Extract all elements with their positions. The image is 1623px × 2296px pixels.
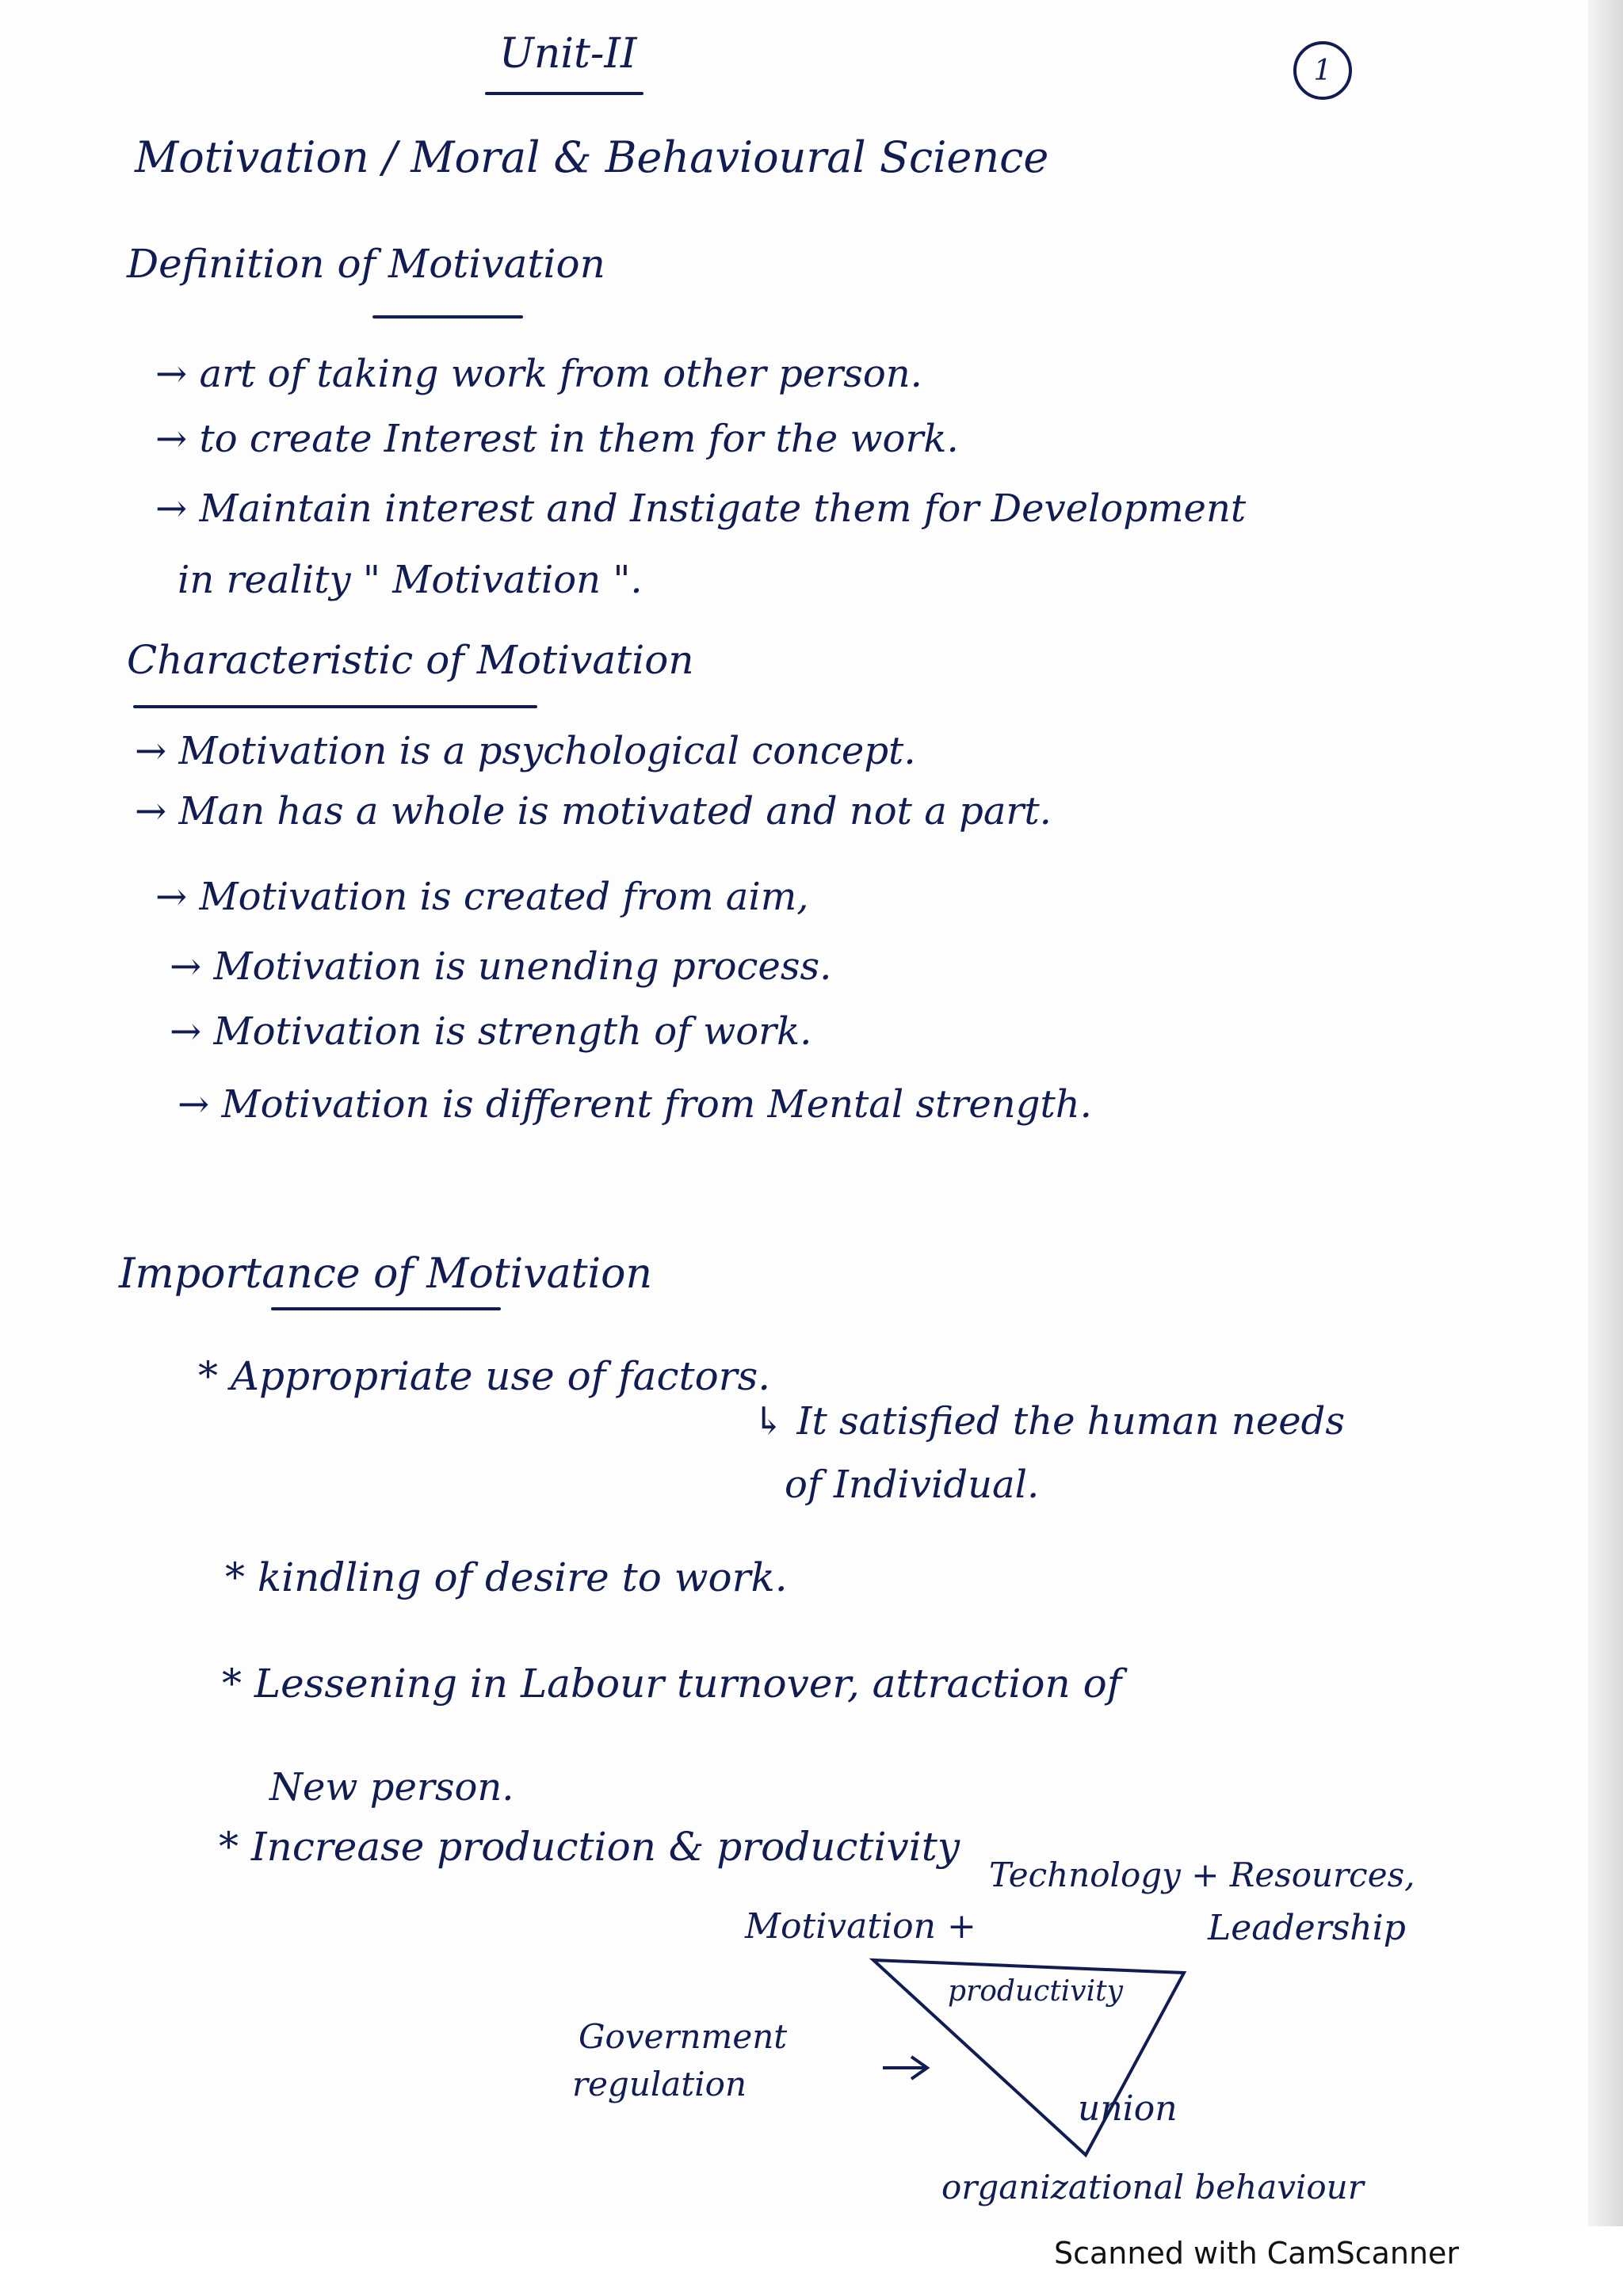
characteristic-line-3: → Motivation is created from aim, [155,875,809,919]
characteristics-heading: Characteristic of Motivation [127,637,694,683]
importance-point-3: * Lessening in Labour turnover, attraction of [222,1661,1122,1707]
diagram-label-productivity: productivity [948,1975,1123,2008]
page-number-text: 1 [1313,54,1332,87]
characteristic-line-4: → Motivation is unending process. [170,944,832,989]
importance-point-1: * Appropriate use of factors. [198,1353,771,1399]
diagram-label-leadership: Leadership [1208,1908,1406,1948]
definition-heading: Definition of Motivation [127,241,605,287]
diagram-label-technology: Technology + Resources, [989,1855,1415,1894]
importance-point-3-cont: New person. [269,1765,514,1810]
characteristic-line-2: → Man has a whole is motivated and not a part. [135,789,1052,833]
diagram-label-organizational-behaviour: organizational behaviour [941,2168,1364,2206]
camscanner-watermark: Scanned with CamScanner [1054,2236,1460,2271]
definition-line-2: → to create Interest in them for the work. [155,417,959,461]
diagram-label-union: union [1078,2088,1178,2129]
importance-point-1-sub-1: ↳ It satisfied the human needs [753,1399,1345,1444]
diagram-label-regulation: regulation [572,2065,747,2103]
arrow-icon [883,2057,927,2079]
page-title: Motivation / Moral & Behavioural Science [135,132,1049,182]
importance-heading: Importance of Motivation [119,1250,652,1298]
diagram-label-motivation: Motivation + [745,1906,976,1947]
characteristic-line-6: → Motivation is different from Mental strength. [178,1082,1092,1127]
definition-line-3: → Maintain interest and Instigate them for Development [155,486,1247,531]
definition-line-1: → art of taking work from other person. [155,352,922,396]
characteristic-line-1: → Motivation is a psychological concept. [135,729,916,773]
definition-line-4: in reality " Motivation ". [178,558,643,602]
characteristic-line-5: → Motivation is strength of work. [170,1009,812,1054]
importance-point-4: * Increase production & productivity [219,1824,960,1870]
diagram-label-government: Government [579,2017,788,2056]
unit-heading: Unit-II [499,30,637,78]
importance-point-2: * kindling of desire to work. [225,1554,788,1600]
importance-point-1-sub-2: of Individual. [785,1463,1040,1507]
